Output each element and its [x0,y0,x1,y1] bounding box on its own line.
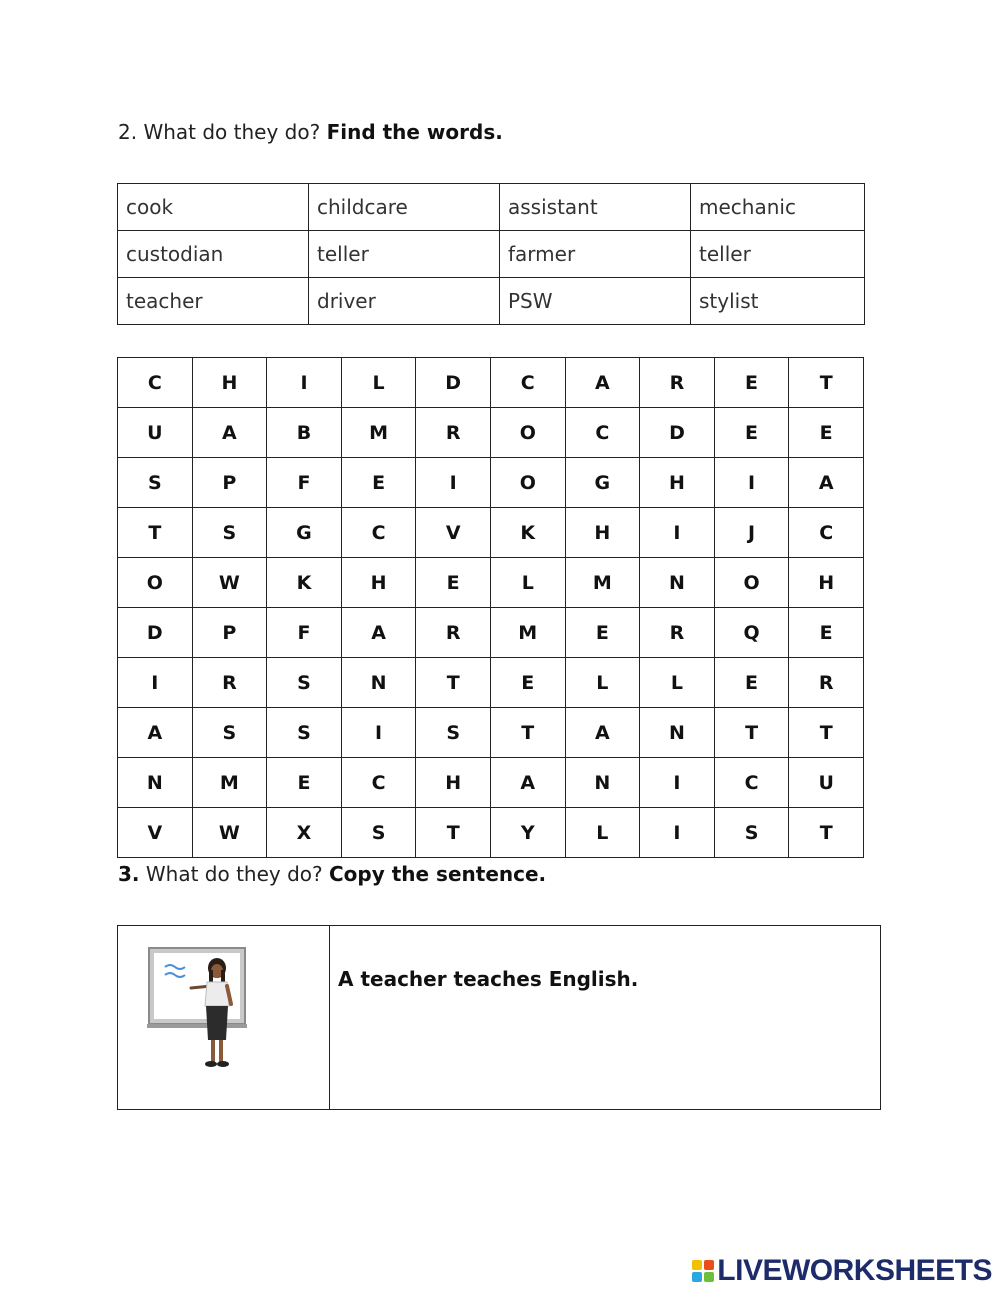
grid-letter-cell[interactable]: T [789,358,864,408]
grid-letter-cell[interactable]: P [192,608,267,658]
sentence-text: A teacher teaches English. [338,967,639,991]
word-bank-cell: assistant [500,184,691,231]
grid-row [118,708,864,758]
grid-row [118,808,864,858]
grid-letter-cell[interactable]: D [640,408,715,458]
grid-letter-cell[interactable]: O [714,558,789,608]
grid-letter-cell[interactable]: C [341,508,416,558]
grid-letter-cell[interactable]: A [565,358,640,408]
grid-letter-cell[interactable]: A [490,758,565,808]
grid-letter-cell[interactable]: D [416,358,491,408]
grid-letter-cell[interactable]: L [640,658,715,708]
grid-letter-cell[interactable]: S [341,808,416,858]
grid-letter-cell[interactable]: L [565,808,640,858]
word-bank-cell: driver [309,278,500,325]
logo-square-icon [692,1272,702,1282]
logo-square-icon [704,1260,714,1270]
grid-letter-cell[interactable]: S [267,658,342,708]
grid-letter-cell[interactable]: I [640,508,715,558]
grid-letter-cell[interactable]: H [789,558,864,608]
grid-letter-cell[interactable]: S [714,808,789,858]
grid-letter-cell[interactable]: N [640,558,715,608]
word-bank-row [118,231,865,278]
grid-letter-cell[interactable]: K [490,508,565,558]
copy-sentence-table [117,925,881,1110]
grid-letter-cell[interactable]: T [118,508,193,558]
grid-letter-cell[interactable]: G [565,458,640,508]
grid-letter-cell[interactable]: A [341,608,416,658]
grid-letter-cell[interactable]: M [565,558,640,608]
logo-square-icon [692,1260,702,1270]
grid-letter-cell[interactable]: I [341,708,416,758]
grid-letter-cell[interactable]: C [490,358,565,408]
picture-cell [118,926,330,1110]
section-3-heading-text: What do they do? [145,862,323,886]
grid-letter-cell[interactable]: W [192,558,267,608]
grid-letter-cell[interactable]: E [341,458,416,508]
grid-letter-cell[interactable]: L [341,358,416,408]
word-bank-cell: mechanic [691,184,865,231]
grid-letter-cell[interactable]: T [714,708,789,758]
teacher-at-whiteboard-icon [143,944,273,1084]
grid-row [118,658,864,708]
grid-letter-cell[interactable]: R [789,658,864,708]
grid-letter-cell[interactable]: Q [714,608,789,658]
grid-letter-cell[interactable]: R [416,408,491,458]
section-3-heading-bold: Copy the sentence. [329,862,547,886]
word-bank-cell: cook [118,184,309,231]
word-bank-row [118,184,865,231]
grid-letter-cell[interactable]: E [714,358,789,408]
grid-row [118,458,864,508]
grid-letter-cell[interactable]: C [565,408,640,458]
grid-letter-cell[interactable]: E [714,658,789,708]
grid-letter-cell[interactable]: S [267,708,342,758]
sentence-cell [330,926,881,1110]
grid-letter-cell[interactable]: X [267,808,342,858]
grid-letter-cell[interactable]: K [267,558,342,608]
grid-letter-cell[interactable]: J [714,508,789,558]
grid-letter-cell[interactable]: A [565,708,640,758]
word-search-grid [117,357,864,858]
grid-letter-cell[interactable]: I [416,458,491,508]
word-bank-row [118,278,865,325]
grid-letter-cell[interactable]: A [789,458,864,508]
grid-letter-cell[interactable]: H [341,558,416,608]
grid-letter-cell[interactable]: R [640,358,715,408]
section-3-heading [118,862,546,886]
grid-letter-cell[interactable]: N [118,758,193,808]
grid-letter-cell[interactable]: L [565,658,640,708]
grid-letter-cell[interactable]: C [341,758,416,808]
grid-letter-cell[interactable]: S [192,708,267,758]
section-3-number: 3. [118,862,140,886]
grid-letter-cell[interactable]: D [118,608,193,658]
grid-letter-cell[interactable]: R [416,608,491,658]
grid-letter-cell[interactable]: I [640,808,715,858]
grid-letter-cell[interactable]: H [565,508,640,558]
grid-row [118,758,864,808]
grid-letter-cell[interactable]: I [640,758,715,808]
grid-letter-cell[interactable]: W [192,808,267,858]
grid-letter-cell[interactable]: N [640,708,715,758]
grid-letter-cell[interactable]: Y [490,808,565,858]
grid-letter-cell[interactable]: L [490,558,565,608]
grid-letter-cell[interactable]: C [714,758,789,808]
grid-row [118,608,864,658]
word-bank-cell: teller [309,231,500,278]
grid-letter-cell[interactable]: M [192,758,267,808]
grid-letter-cell[interactable]: I [267,358,342,408]
grid-letter-cell[interactable]: M [490,608,565,658]
grid-letter-cell[interactable]: B [267,408,342,458]
grid-letter-cell[interactable]: T [490,708,565,758]
grid-letter-cell[interactable]: V [416,508,491,558]
grid-letter-cell[interactable]: G [267,508,342,558]
grid-letter-cell[interactable]: C [789,508,864,558]
grid-letter-cell[interactable]: T [789,708,864,758]
grid-letter-cell[interactable]: E [416,558,491,608]
grid-row [118,408,864,458]
grid-letter-cell[interactable]: T [416,808,491,858]
word-bank-cell: custodian [118,231,309,278]
grid-letter-cell[interactable]: E [267,758,342,808]
grid-letter-cell[interactable]: U [789,758,864,808]
grid-row [118,508,864,558]
grid-letter-cell[interactable]: M [341,408,416,458]
section-2-heading-text: 2. What do they do? [118,120,321,144]
grid-letter-cell[interactable]: E [490,658,565,708]
grid-letter-cell[interactable]: N [341,658,416,708]
section-2-heading [118,120,503,144]
grid-letter-cell[interactable]: E [565,608,640,658]
word-bank-cell: stylist [691,278,865,325]
grid-letter-cell[interactable]: O [118,558,193,608]
brand-text: LIVEWORKSHEETS [717,1254,992,1287]
grid-letter-cell[interactable]: E [789,608,864,658]
grid-letter-cell[interactable]: T [789,808,864,858]
grid-row [118,358,864,408]
grid-row [118,558,864,608]
word-bank-cell: childcare [309,184,500,231]
word-bank-cell: farmer [500,231,691,278]
grid-letter-cell[interactable]: S [192,508,267,558]
grid-letter-cell[interactable]: V [118,808,193,858]
logo-square-icon [704,1272,714,1282]
grid-letter-cell[interactable]: A [192,408,267,458]
section-2-heading-bold: Find the words. [326,120,503,144]
grid-letter-cell[interactable]: U [118,408,193,458]
grid-letter-cell[interactable]: P [192,458,267,508]
grid-letter-cell[interactable]: S [118,458,193,508]
grid-letter-cell[interactable]: O [490,458,565,508]
grid-letter-cell[interactable]: H [192,358,267,408]
grid-letter-cell[interactable]: T [416,658,491,708]
grid-letter-cell[interactable]: R [192,658,267,708]
grid-letter-cell[interactable]: I [714,458,789,508]
word-bank-table [117,183,865,325]
grid-letter-cell[interactable]: E [714,408,789,458]
grid-letter-cell[interactable]: H [640,458,715,508]
grid-letter-cell[interactable]: C [118,358,193,408]
grid-letter-cell[interactable]: A [118,708,193,758]
word-bank-cell: PSW [500,278,691,325]
liveworksheets-logo[interactable] [692,1254,992,1288]
grid-letter-cell[interactable]: F [267,608,342,658]
grid-letter-cell[interactable]: E [789,408,864,458]
grid-letter-cell[interactable]: O [490,408,565,458]
word-bank-cell: teller [691,231,865,278]
grid-letter-cell[interactable]: S [416,708,491,758]
grid-letter-cell[interactable]: H [416,758,491,808]
grid-letter-cell[interactable]: I [118,658,193,708]
grid-letter-cell[interactable]: F [267,458,342,508]
word-bank-cell: teacher [118,278,309,325]
grid-letter-cell[interactable]: N [565,758,640,808]
grid-letter-cell[interactable]: R [640,608,715,658]
logo-mark-icon [692,1260,714,1282]
